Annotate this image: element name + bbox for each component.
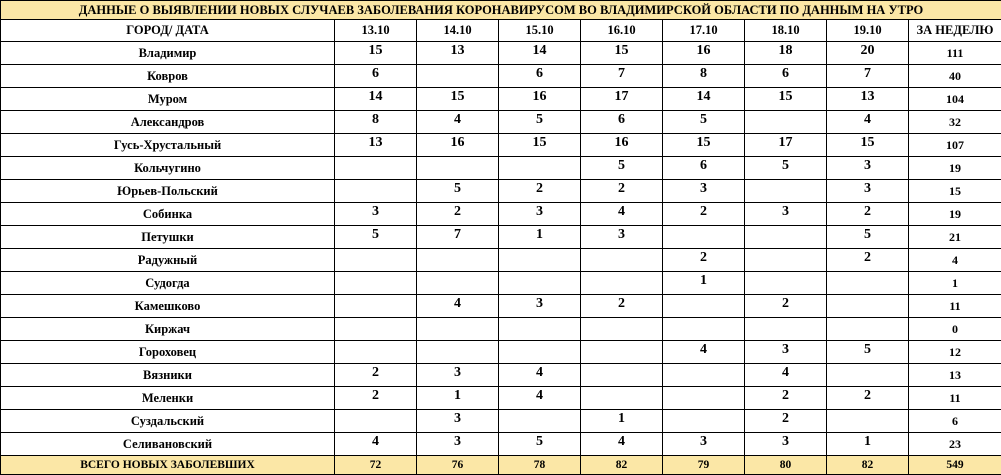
daily-cases-cell: 2: [499, 180, 581, 203]
daily-cases-cell: 2: [827, 387, 909, 410]
daily-cases-cell: 3: [581, 226, 663, 249]
footer-total-cell: 82: [581, 456, 663, 475]
week-total-cell: 6: [909, 410, 1001, 433]
daily-cases-cell: [581, 387, 663, 410]
daily-cases-cell: [335, 341, 417, 364]
daily-cases-cell: 3: [335, 203, 417, 226]
daily-cases-cell: 2: [827, 249, 909, 272]
daily-cases-cell: 4: [417, 111, 499, 134]
daily-cases-cell: 2: [745, 387, 827, 410]
daily-cases-cell: 3: [417, 364, 499, 387]
daily-cases-cell: 18: [745, 42, 827, 65]
daily-cases-cell: 4: [499, 364, 581, 387]
daily-cases-cell: 3: [417, 410, 499, 433]
daily-cases-cell: 4: [335, 433, 417, 456]
daily-cases-cell: 15: [663, 134, 745, 157]
daily-cases-cell: 5: [827, 226, 909, 249]
table-title: ДАННЫЕ О ВЫЯВЛЕНИИ НОВЫХ СЛУЧАЕВ ЗАБОЛЕВАНИЯ КОРОНАВИРУСОМ ВО ВЛАДИМИРСКОЙ ОБЛАСТИ ПО ДАННЫМ НА УТРО: [1, 1, 1001, 20]
daily-cases-cell: 5: [499, 433, 581, 456]
daily-cases-cell: [745, 249, 827, 272]
week-total-cell: 21: [909, 226, 1001, 249]
daily-cases-cell: [417, 157, 499, 180]
week-total-cell: 0: [909, 318, 1001, 341]
header-date: 13.10: [335, 20, 417, 42]
daily-cases-cell: 13: [417, 42, 499, 65]
daily-cases-cell: 15: [335, 42, 417, 65]
daily-cases-cell: 5: [417, 180, 499, 203]
footer-total-cell: 78: [499, 456, 581, 475]
daily-cases-cell: 5: [663, 111, 745, 134]
daily-cases-cell: [335, 295, 417, 318]
daily-cases-cell: [417, 249, 499, 272]
table-row: [1, 410, 1001, 433]
table-row: [1, 272, 1001, 295]
daily-cases-cell: [827, 295, 909, 318]
daily-cases-cell: [581, 249, 663, 272]
daily-cases-cell: 5: [499, 111, 581, 134]
table-body: [1, 1, 1001, 475]
daily-cases-cell: 16: [499, 88, 581, 111]
daily-cases-cell: 2: [827, 203, 909, 226]
city-name-cell: Киржач: [1, 318, 335, 341]
daily-cases-cell: 17: [745, 134, 827, 157]
city-name-cell: Юрьев-Польский: [1, 180, 335, 203]
daily-cases-cell: 4: [745, 364, 827, 387]
daily-cases-cell: 15: [827, 134, 909, 157]
city-name-cell: Петушки: [1, 226, 335, 249]
table-header-row: [1, 20, 1001, 42]
city-name-cell: Муром: [1, 88, 335, 111]
city-name-cell: Вязники: [1, 364, 335, 387]
week-total-cell: 40: [909, 65, 1001, 88]
daily-cases-cell: 2: [417, 203, 499, 226]
daily-cases-cell: 5: [581, 157, 663, 180]
table-row: [1, 88, 1001, 111]
daily-cases-cell: 7: [417, 226, 499, 249]
daily-cases-cell: [499, 410, 581, 433]
daily-cases-cell: [663, 318, 745, 341]
daily-cases-cell: 17: [581, 88, 663, 111]
daily-cases-cell: 3: [827, 180, 909, 203]
table-row: [1, 318, 1001, 341]
table-row: [1, 295, 1001, 318]
table-row: [1, 157, 1001, 180]
table-row: [1, 180, 1001, 203]
week-total-cell: 1: [909, 272, 1001, 295]
daily-cases-cell: 4: [417, 295, 499, 318]
daily-cases-cell: [499, 157, 581, 180]
daily-cases-cell: [581, 364, 663, 387]
daily-cases-cell: [499, 249, 581, 272]
daily-cases-cell: 16: [663, 42, 745, 65]
daily-cases-cell: 5: [827, 341, 909, 364]
daily-cases-cell: 4: [663, 341, 745, 364]
week-total-cell: 19: [909, 157, 1001, 180]
table-row: [1, 387, 1001, 410]
daily-cases-cell: 1: [827, 433, 909, 456]
footer-total-cell: 82: [827, 456, 909, 475]
daily-cases-cell: [745, 272, 827, 295]
daily-cases-cell: 13: [827, 88, 909, 111]
table-footer-row: [1, 456, 1001, 475]
daily-cases-cell: 2: [581, 180, 663, 203]
daily-cases-cell: 3: [745, 341, 827, 364]
daily-cases-cell: [335, 249, 417, 272]
table-row: [1, 364, 1001, 387]
city-name-cell: Судогда: [1, 272, 335, 295]
daily-cases-cell: 3: [745, 433, 827, 456]
week-total-cell: 13: [909, 364, 1001, 387]
footer-total-cell: 76: [417, 456, 499, 475]
daily-cases-cell: [335, 272, 417, 295]
city-name-cell: Гороховец: [1, 341, 335, 364]
table-row: [1, 111, 1001, 134]
daily-cases-cell: 2: [745, 295, 827, 318]
table-row: [1, 433, 1001, 456]
daily-cases-cell: 2: [335, 364, 417, 387]
table-row: [1, 42, 1001, 65]
daily-cases-cell: 1: [417, 387, 499, 410]
daily-cases-cell: 15: [499, 134, 581, 157]
daily-cases-cell: 16: [417, 134, 499, 157]
table-row: [1, 65, 1001, 88]
daily-cases-cell: [335, 318, 417, 341]
daily-cases-cell: [499, 272, 581, 295]
daily-cases-cell: 14: [499, 42, 581, 65]
daily-cases-cell: 2: [663, 203, 745, 226]
daily-cases-cell: 2: [335, 387, 417, 410]
daily-cases-cell: 8: [663, 65, 745, 88]
city-name-cell: Радужный: [1, 249, 335, 272]
header-week-total: ЗА НЕДЕЛЮ: [909, 20, 1001, 42]
daily-cases-cell: 2: [663, 249, 745, 272]
daily-cases-cell: 15: [745, 88, 827, 111]
daily-cases-cell: 6: [745, 65, 827, 88]
daily-cases-cell: 1: [499, 226, 581, 249]
daily-cases-cell: [417, 65, 499, 88]
daily-cases-cell: 6: [663, 157, 745, 180]
city-name-cell: Селивановский: [1, 433, 335, 456]
city-name-cell: Александров: [1, 111, 335, 134]
daily-cases-cell: 16: [581, 134, 663, 157]
daily-cases-cell: 5: [335, 226, 417, 249]
table-row: [1, 226, 1001, 249]
daily-cases-cell: [663, 387, 745, 410]
daily-cases-cell: [663, 226, 745, 249]
daily-cases-cell: 15: [581, 42, 663, 65]
daily-cases-cell: [663, 295, 745, 318]
city-name-cell: Суздальский: [1, 410, 335, 433]
table-row: [1, 134, 1001, 157]
week-total-cell: 107: [909, 134, 1001, 157]
daily-cases-cell: [335, 410, 417, 433]
city-name-cell: Ковров: [1, 65, 335, 88]
table-row: [1, 203, 1001, 226]
week-total-cell: 23: [909, 433, 1001, 456]
footer-label: ВСЕГО НОВЫХ ЗАБОЛЕВШИХ: [1, 456, 335, 475]
daily-cases-cell: 14: [663, 88, 745, 111]
daily-cases-cell: [581, 341, 663, 364]
city-name-cell: Камешково: [1, 295, 335, 318]
daily-cases-cell: 1: [581, 410, 663, 433]
daily-cases-cell: 4: [581, 433, 663, 456]
header-date: 14.10: [417, 20, 499, 42]
week-total-cell: 12: [909, 341, 1001, 364]
daily-cases-cell: [417, 341, 499, 364]
daily-cases-cell: [335, 157, 417, 180]
daily-cases-cell: [663, 364, 745, 387]
daily-cases-cell: [335, 180, 417, 203]
city-name-cell: Гусь-Хрустальный: [1, 134, 335, 157]
city-name-cell: Меленки: [1, 387, 335, 410]
week-total-cell: 15: [909, 180, 1001, 203]
daily-cases-cell: 6: [335, 65, 417, 88]
daily-cases-cell: 4: [499, 387, 581, 410]
daily-cases-cell: 6: [581, 111, 663, 134]
footer-total-cell: 549: [909, 456, 1001, 475]
daily-cases-cell: 2: [745, 410, 827, 433]
daily-cases-cell: 15: [417, 88, 499, 111]
daily-cases-cell: 8: [335, 111, 417, 134]
header-date: 18.10: [745, 20, 827, 42]
daily-cases-cell: 1: [663, 272, 745, 295]
daily-cases-cell: [827, 272, 909, 295]
week-total-cell: 19: [909, 203, 1001, 226]
week-total-cell: 11: [909, 387, 1001, 410]
daily-cases-cell: 2: [581, 295, 663, 318]
daily-cases-cell: [745, 111, 827, 134]
daily-cases-cell: [499, 318, 581, 341]
daily-cases-cell: 7: [581, 65, 663, 88]
daily-cases-cell: 14: [335, 88, 417, 111]
footer-total-cell: 80: [745, 456, 827, 475]
daily-cases-cell: 20: [827, 42, 909, 65]
daily-cases-cell: 6: [499, 65, 581, 88]
table-title-row: [1, 1, 1001, 20]
table-row: [1, 249, 1001, 272]
daily-cases-cell: 3: [663, 180, 745, 203]
week-total-cell: 111: [909, 42, 1001, 65]
daily-cases-cell: [499, 341, 581, 364]
header-date: 19.10: [827, 20, 909, 42]
daily-cases-cell: [417, 318, 499, 341]
daily-cases-cell: 3: [499, 203, 581, 226]
header-date: 17.10: [663, 20, 745, 42]
daily-cases-cell: 4: [581, 203, 663, 226]
daily-cases-cell: 7: [827, 65, 909, 88]
daily-cases-cell: 3: [745, 203, 827, 226]
daily-cases-cell: 5: [745, 157, 827, 180]
week-total-cell: 32: [909, 111, 1001, 134]
daily-cases-cell: [745, 226, 827, 249]
footer-total-cell: 72: [335, 456, 417, 475]
week-total-cell: 104: [909, 88, 1001, 111]
week-total-cell: 4: [909, 249, 1001, 272]
daily-cases-cell: [663, 410, 745, 433]
week-total-cell: 11: [909, 295, 1001, 318]
daily-cases-cell: [827, 318, 909, 341]
header-date: 15.10: [499, 20, 581, 42]
header-date: 16.10: [581, 20, 663, 42]
city-name-cell: Владимир: [1, 42, 335, 65]
city-name-cell: Кольчугино: [1, 157, 335, 180]
daily-cases-cell: [581, 272, 663, 295]
daily-cases-cell: [745, 180, 827, 203]
header-city-date: ГОРОД/ ДАТА: [1, 20, 335, 42]
daily-cases-cell: 13: [335, 134, 417, 157]
daily-cases-cell: [827, 410, 909, 433]
daily-cases-cell: [581, 318, 663, 341]
daily-cases-cell: 3: [499, 295, 581, 318]
daily-cases-cell: [417, 272, 499, 295]
daily-cases-cell: 3: [417, 433, 499, 456]
footer-total-cell: 79: [663, 456, 745, 475]
city-name-cell: Собинка: [1, 203, 335, 226]
daily-cases-cell: [827, 364, 909, 387]
table-row: [1, 341, 1001, 364]
daily-cases-cell: 4: [827, 111, 909, 134]
daily-cases-cell: [745, 318, 827, 341]
daily-cases-cell: 3: [827, 157, 909, 180]
daily-cases-cell: 3: [663, 433, 745, 456]
